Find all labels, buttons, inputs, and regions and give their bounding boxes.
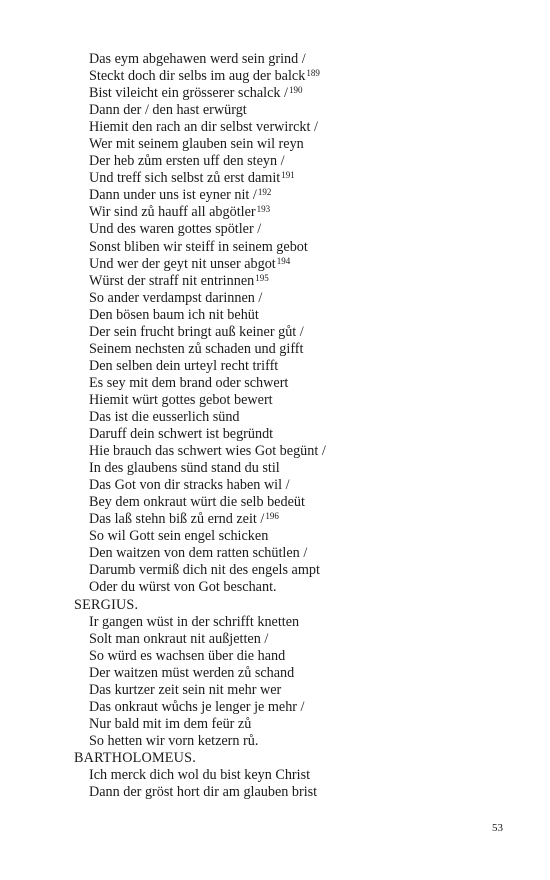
- verse-line: [74, 545, 514, 562]
- line-text: Steckt doch dir selbs im aug der balck: [89, 68, 306, 85]
- line-text: Hiemit würt gottes gebot bewert: [89, 391, 273, 408]
- line-text: Wir sind zů hauff all abgötler: [89, 204, 256, 221]
- verse-line: [74, 358, 514, 375]
- verse-line: [74, 204, 514, 221]
- verse-line: [74, 85, 514, 102]
- line-text: In des glaubens sünd stand du stil: [89, 460, 280, 477]
- line-text: Hie brauch das schwert wies Got begünt /: [89, 443, 326, 460]
- verse-line: [74, 784, 514, 801]
- footnote-marker: 189: [306, 68, 320, 79]
- line-text: Bist vileicht ein grösserer schalck /: [89, 85, 288, 102]
- verse-line: [74, 392, 514, 409]
- line-text: Wer mit seinem glauben sein wil reyn: [89, 136, 304, 153]
- footnote-marker: 193: [256, 204, 271, 215]
- line-text: Dann under uns ist eyner nit /: [89, 187, 257, 204]
- verse-line: [74, 187, 514, 204]
- verse-line: [74, 170, 514, 187]
- line-text: Den selben dein urteyl recht trifft: [89, 357, 279, 374]
- verse-line: [74, 153, 514, 170]
- verse-line: [74, 699, 514, 716]
- footnote-marker: 194: [276, 255, 291, 266]
- line-text: Und wer der geyt nit unser abgot: [89, 255, 276, 272]
- verse-line: [74, 102, 514, 119]
- line-text: Solt man onkraut nit außjetten /: [89, 630, 269, 647]
- line-text: Der sein frucht bringt auß keiner gůt /: [89, 323, 304, 340]
- verse-line: [74, 614, 514, 631]
- text-block: [74, 51, 514, 801]
- verse-line: [74, 562, 514, 579]
- footnote-marker: 191: [281, 170, 295, 181]
- line-text: Das onkraut wůchs je lenger je mehr /: [89, 698, 305, 715]
- line-text: Hiemit den rach an dir selbst verwirckt /: [89, 119, 318, 136]
- verse-line: [74, 119, 514, 136]
- line-text: So würd es wachsen über die hand: [89, 647, 286, 664]
- line-text: Bey dem onkraut würt die selb bedeüt: [89, 494, 305, 511]
- line-text: Daruff dein schwert ist begründt: [89, 426, 274, 443]
- verse-line: [74, 375, 514, 392]
- verse-line: [74, 221, 514, 238]
- footnote-marker: 190: [288, 85, 303, 96]
- verse-line: [74, 477, 514, 494]
- verse-line: [74, 290, 514, 307]
- verse-line: [74, 716, 514, 733]
- line-text: Ich merck dich wol du bist keyn Christ: [89, 766, 311, 783]
- verse-line: [74, 136, 514, 153]
- speaker-heading: [74, 750, 514, 767]
- line-text: SERGIUS.: [74, 596, 139, 613]
- verse-line: [74, 579, 514, 596]
- line-text: Ir gangen wüst in der schrifft knetten: [89, 613, 300, 630]
- verse-line: [74, 341, 514, 358]
- verse-line: [74, 239, 514, 256]
- line-text: Das kurtzer zeit sein nit mehr wer: [89, 681, 282, 698]
- line-text: Der waitzen müst werden zů schand: [89, 664, 295, 681]
- line-text: Und treff sich selbst zů erst damit: [89, 170, 281, 187]
- line-text: Oder du würst von Got beschant.: [89, 579, 277, 596]
- footnote-marker: 196: [265, 511, 279, 522]
- line-text: Das eym abgehawen werd sein grind /: [89, 51, 306, 67]
- line-text: Das Got von dir stracks haben wil /: [89, 477, 290, 494]
- line-text: Der heb zům ersten uff den steyn /: [89, 153, 285, 170]
- verse-line: [74, 256, 514, 273]
- verse-line: [74, 426, 514, 443]
- line-text: Würst der straff nit entrinnen: [89, 272, 255, 289]
- verse-line: [74, 273, 514, 290]
- line-text: Das laß stehn biß zů ernd zeit /: [89, 511, 265, 528]
- line-text: Sonst bliben wir steiff in seinem gebot: [89, 238, 308, 255]
- line-text: BARTHOLOMEUS.: [74, 749, 196, 766]
- verse-line: [74, 767, 514, 784]
- verse-line: [74, 409, 514, 426]
- line-text: Nur bald mit im dem feür zů: [89, 715, 252, 732]
- line-text: Seinem nechsten zů schaden und gifft: [89, 340, 304, 357]
- verse-line: [74, 68, 514, 85]
- verse-line: [74, 443, 514, 460]
- verse-line: [74, 307, 514, 324]
- line-text: Dann der / den hast erwürgt: [89, 102, 247, 119]
- footnote-marker: 195: [255, 272, 269, 283]
- line-text: So ander verdampst darinnen /: [89, 289, 263, 306]
- line-text: Darumb vermiß dich nit des engels ampt: [89, 562, 320, 579]
- line-text: Dann der gröst hort dir am glauben brist: [89, 784, 318, 801]
- verse-line: [74, 494, 514, 511]
- verse-line: [74, 528, 514, 545]
- verse-line: [74, 631, 514, 648]
- line-text: Den bösen baum ich nit behüt: [89, 306, 259, 323]
- footnote-marker: 192: [257, 187, 272, 198]
- line-text: Und des waren gottes spötler /: [89, 221, 262, 238]
- line-text: Das ist die eusserlich sünd: [89, 408, 240, 425]
- line-text: Es sey mit dem brand oder schwert: [89, 374, 289, 391]
- verse-line: [74, 51, 514, 68]
- line-text: Den waitzen von dem ratten schütlen /: [89, 545, 308, 562]
- verse-line: [74, 665, 514, 682]
- verse-line: [74, 324, 514, 341]
- verse-line: [74, 682, 514, 699]
- verse-line: [74, 733, 514, 750]
- speaker-heading: [74, 597, 514, 614]
- verse-line: [74, 648, 514, 665]
- line-text: So hetten wir vorn ketzern rů.: [89, 732, 259, 749]
- verse-line: [74, 511, 514, 528]
- page-number: 53: [492, 822, 503, 834]
- verse-line: [74, 460, 514, 477]
- line-text: So wil Gott sein engel schicken: [89, 528, 269, 545]
